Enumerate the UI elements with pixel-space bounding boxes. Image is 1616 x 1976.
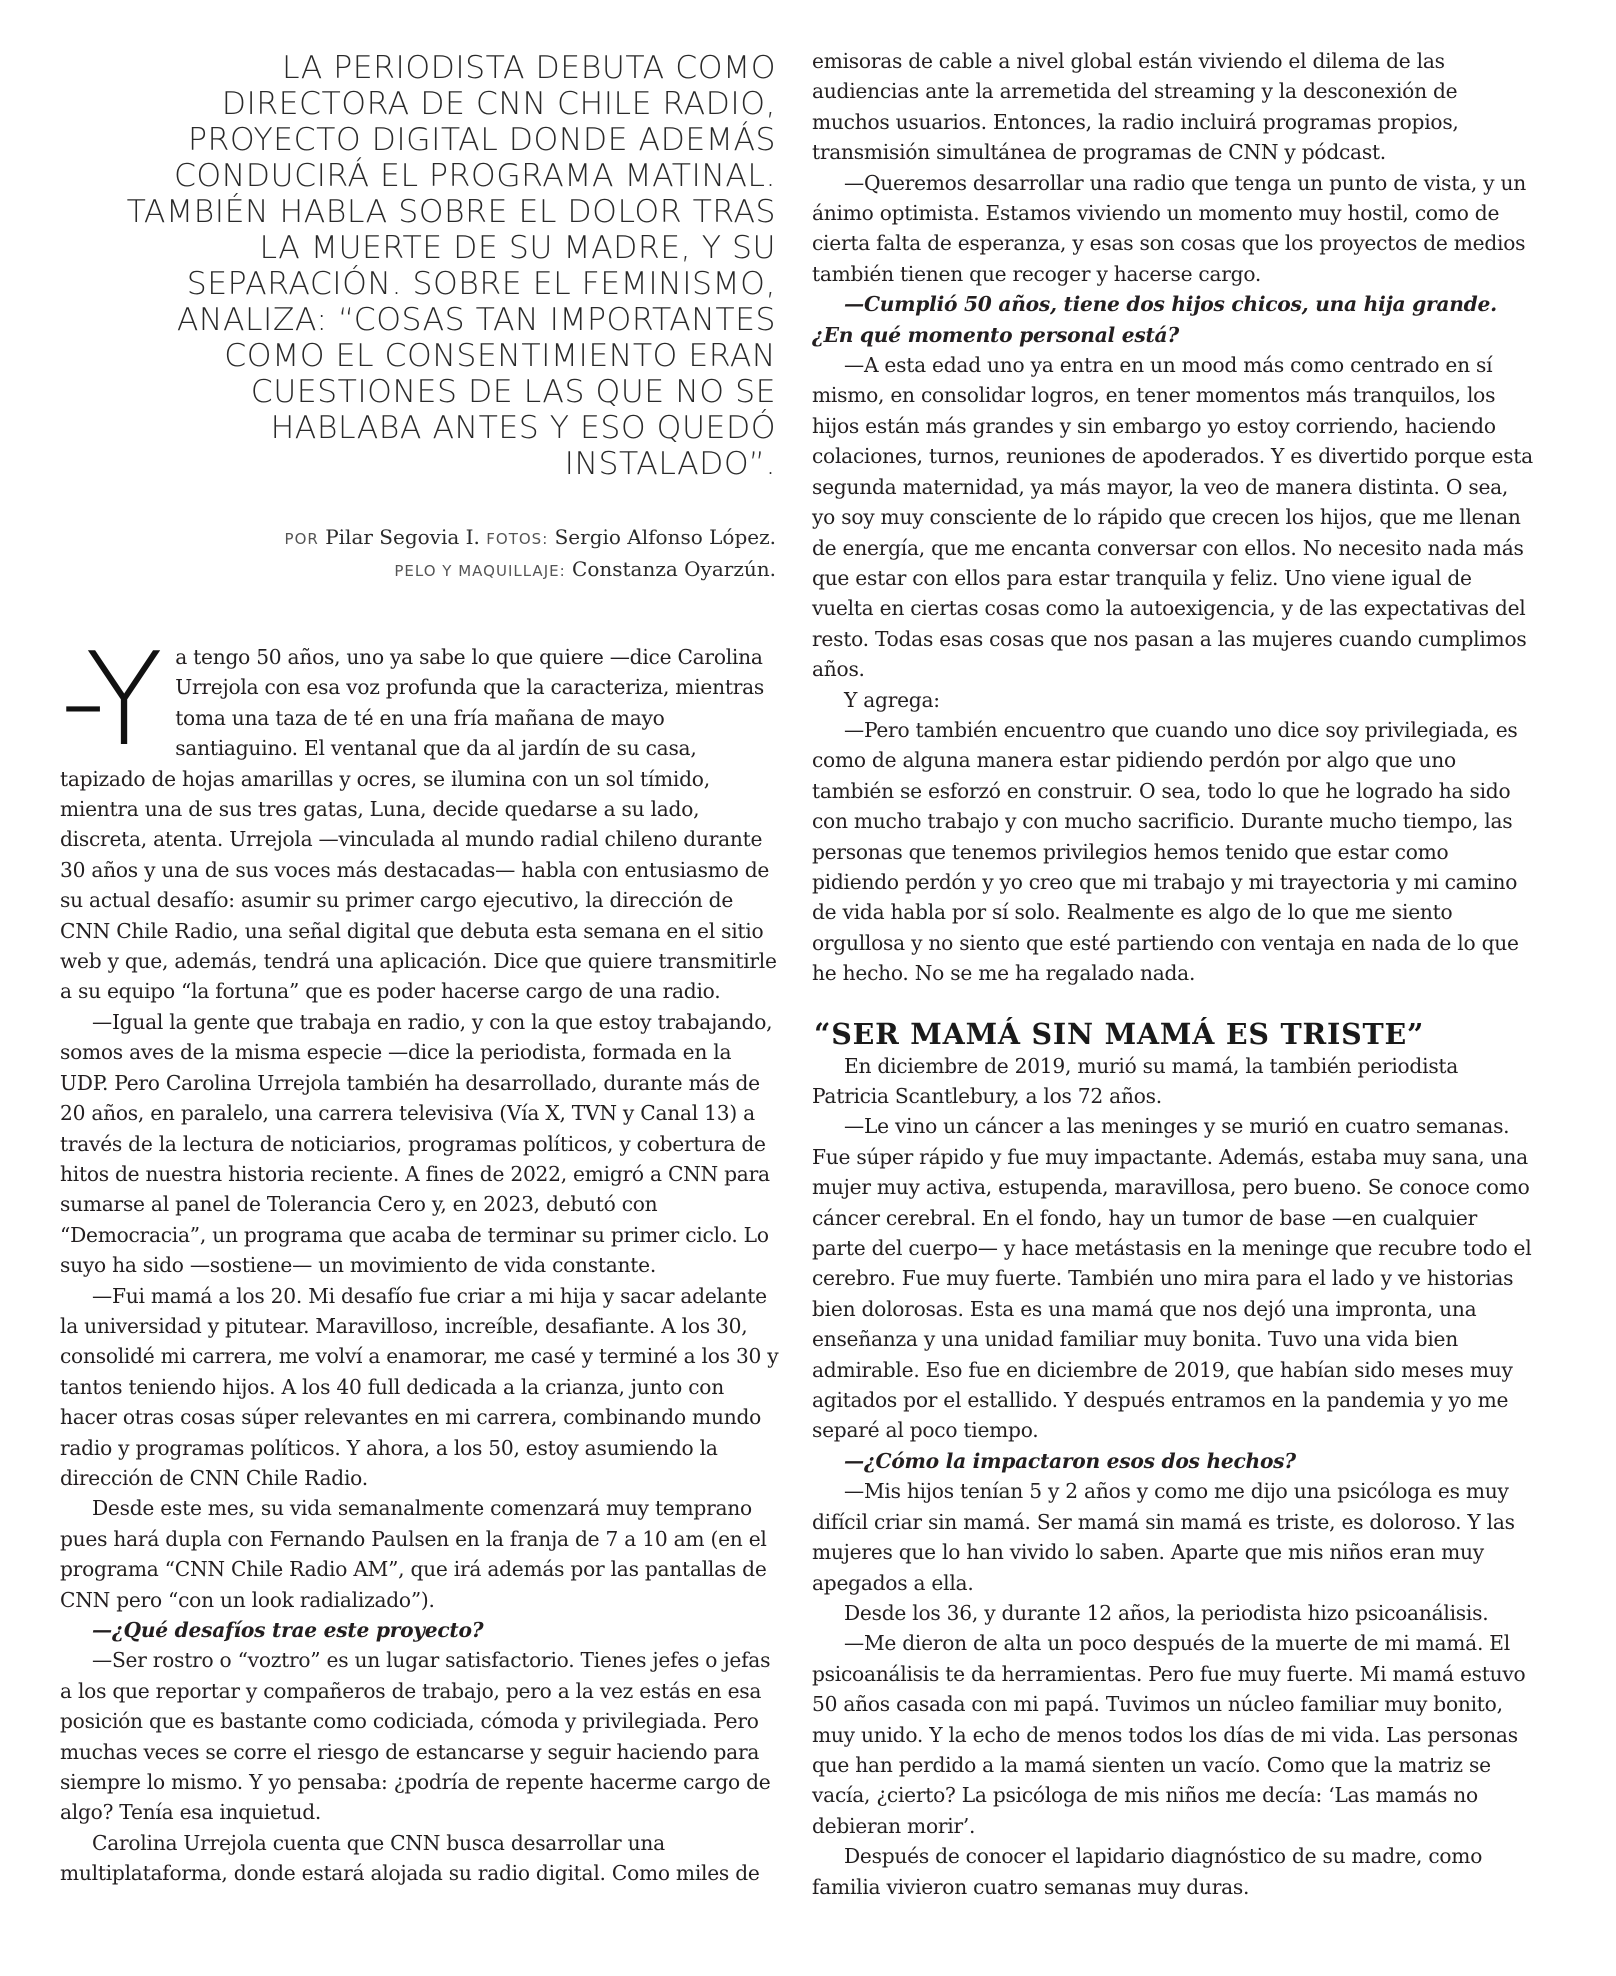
paragraph: —Igual la gente que trabaja en radio, y con la que estoy trabajando, somos aves de la misma especie —dice la periodista, formada en la UDP. Pero Carolina Urrejola también ha desarrollado, durante más de 20 años, en paralelo, una carrera televisiva (Vía X, TVN y Canal 13) a través de la lectura de noticiarios, programas políticos, y cobertura de hitos de nuestra historia reciente. A fines de 2022, emigró a CNN para sumarse al panel de Tolerancia Cero y, en 2023, debutó con “Democracia”, un programa que acaba de terminar su primer ciclo. Lo suyo ha sido —sostiene— un movimiento de vida constante.	[60, 1009, 773, 1278]
section-subhead: “SER MAMÁ SIN MAMÁ ES TRISTE”	[814, 1016, 1425, 1051]
byline	[60, 522, 776, 586]
paragraph: —Le vino un cáncer a las meninges y se murió en cuatro semanas. Fue súper rápido y fue muy impactante. Además, estaba muy sana, una mujer muy activa, estupenda, maravillosa, pero bueno. Se conoce como cáncer cerebral. En el fondo, hay un tumor de base —en cualquier parte del cuerpo— y hace metástasis en la meninge que recubre todo el cerebro. Fue muy fuerte. También uno mira para el lado y ve historias bien dolorosas. Esta es una mamá que nos dejó una impronta, una enseñanza y una unidad familiar muy bonita. Tuvo una vida bien admirable. Eso fue en diciembre de 2019, que habían sido meses muy agitados por el estallido. Y después entramos en la pandemia y yo me separé al poco tiempo.	[812, 1114, 1532, 1443]
paragraph: —Pero también encuentro que cuando uno dice soy privilegiada, es como de alguna manera estar pidiendo perdón por algo que uno también se esforzó en construir. O sea, todo lo que he logrado ha sido con mucho trabajo y con mucho sacrificio. Durante mucho tiempo, las personas que tenemos privilegios hemos tenido que estar como pidiendo perdón y yo creo que mi trabajo y mi trayectoria y mi camino de vida habla por sí solo. Realmente es algo de lo que me siento orgullosa y no siento que esté partiendo con ventaja en nada de lo que he hecho. No se me ha regalado nada.	[812, 717, 1519, 986]
makeup-label: PELO Y MAQUILLAJE:	[394, 562, 566, 580]
left-body	[60, 626, 780, 1889]
left-column	[60, 42, 780, 1889]
paragraph: —Fui mamá a los 20. Mi desafío fue criar a mi hija y sacar adelante la universidad y pitutear. Maravilloso, increíble, desafiante. A los 30, consolidé mi carrera, me volví a enamorar, me casé y terminé a los 30 y tantos teniendo hijos. A los 40 full dedicada a la crianza, junto con hacer otras cosas súper relevantes en mi carrera, combinando mundo radio y programas políticos. Y ahora, a los 50, estoy asumiendo la dirección de CNN Chile Radio.	[60, 1283, 779, 1490]
author-name: Pilar Segovia I.	[325, 525, 480, 549]
paragraph: —A esta edad uno ya entra en un mood más como centrado en sí mismo, en consolidar logros, en tener momentos más tranquilos, los hijos están más grandes y sin embargo yo estoy corriendo, haciendo colaciones, turnos, reuniones de apoderados. Y es divertido porque esta segunda maternidad, ya más mayor, la veo de manera distinta. O sea, yo soy muy consciente de lo rápido que crecen los hijos, que me llenan de energía, que me encanta conversar con ellos. No necesito nada más que estar con ellos para estar tranquila y feliz. Uno viene igual de vuelta en ciertas cosas como la autoexigencia, y de las expectativas del resto. Todas esas cosas que nos pasan a las mujeres cuando cumplimos años.	[812, 353, 1533, 682]
paragraph: —Ser rostro o “voztro” es un lugar satisfactorio. Tienes jefes o jefas a los que reportar y compañeros de trabajo, pero a la vez estás en esa posición que es bastante como codiciada, cómoda y privilegiada. Pero muchas veces se corre el riesgo de estancarse y seguir haciendo para siempre lo mismo. Y yo pensaba: ¿podría de repente hacerme cargo de algo? Tenía esa inquietud.	[60, 1648, 771, 1825]
paragraph: a tengo 50 años, uno ya sabe lo que quiere —dice Carolina Urrejola con esa voz profunda que la caracteriza, mientras toma una taza de té en una fría mañana de mayo santiaguino. El ventanal que da al jardín de su casa, tapizado de hojas amarillas y ocres, se ilumina con un sol tímido, mientra una de sus tres gatas, Luna, decide quedarse a su lado, discreta, atenta. Urrejola —vinculada al mundo radial chileno durante 30 años y una de sus voces más destacadas— habla con entusiasmo de su actual desafío: asumir su primer cargo ejecutivo, la dirección de CNN Chile Radio, una señal digital que debuta esta semana en el sitio web y que, además, tendrá una aplicación. Dice que quiere transmitirle a su equipo “la fortuna” que es poder hacerse cargo de una radio.	[60, 645, 777, 1004]
drop-cap: -Y	[60, 626, 158, 775]
right-body-section-2	[812, 1051, 1534, 1902]
makeup-name: Constanza Oyarzún.	[572, 557, 776, 581]
paragraph: Carolina Urrejola cuenta que CNN busca desarrollar una multiplataforma, donde estará alojada su radio digital. Como miles de	[60, 1830, 760, 1886]
byline-line-1	[60, 522, 776, 554]
paragraph: —Mis hijos tenían 5 y 2 años y como me dijo una psicóloga es muy difícil criar sin mamá. Ser mamá sin mamá es triste, es doloroso. Y las mujeres que lo han vivido lo saben. Aparte que mis niños eran muy apegados a ella.	[812, 1479, 1515, 1595]
author-label: POR	[284, 530, 319, 548]
paragraph: —Queremos desarrollar una radio que tenga un punto de vista, y un ánimo optimista. Estamos viviendo un momento muy hostil, como de cierta falta de esperanza, y esas son cosas que los proyectos de medios también tienen que recoger y hacerse cargo.	[812, 170, 1527, 286]
paragraph: Desde este mes, su vida semanalmente comenzará muy temprano pues hará dupla con Fernando Paulsen en la franja de 7 a 10 am (en el programa “CNN Chile Radio AM”, que irá además por las pantallas de CNN pero “con un look radializado”).	[60, 1496, 767, 1612]
paragraph: Después de conocer el lapidario diagnóstico de su madre, como familia vivieron cuatro semanas muy duras.	[812, 1844, 1483, 1899]
interview-question: —Cumplió 50 años, tiene dos hijos chicos, una hija grande. ¿En qué momento personal está?	[812, 292, 1497, 347]
byline-line-2	[60, 554, 776, 586]
photographer-name: Sergio Alfonso López.	[554, 525, 776, 549]
photo-label: FOTOS:	[486, 530, 549, 548]
interview-question: —¿Qué desafíos trae este proyecto?	[92, 1618, 484, 1642]
paragraph: —Me dieron de alta un poco después de la muerte de mi mamá. El psicoanálisis te da herramientas. Pero fue muy fuerte. Mi mamá estuvo 50 años casada con mi papá. Tuvimos un núcleo familiar muy bonito, muy unido. Y la echo de menos todos los días de mi vida. Las personas que han perdido a la mamá sienten un vacío. Como que la matriz se vacía, ¿cierto? La psicóloga de mis niños me decía: ‘Las mamás no debieran morir’.	[812, 1631, 1526, 1838]
paragraph: Y agrega:	[844, 687, 940, 712]
article-deck: LA PERIODISTA DEBUTA COMO DIRECTORA DE CNN CHILE RADIO, PROYECTO DIGITAL DONDE ADEMÁS CONDUCIRÁ EL PROGRAMA MATINAL. TAMBIÉN HABLA SOBRE EL DOLOR TRAS LA MUERTE DE SU MADRE, Y SU SEPARACIÓN. SOBRE EL FEMINISMO, ANALIZA: “COSAS TAN IMPORTANTES COMO EL CONSENTIMIENTO ERAN CUESTIONES DE LAS QUE NO SE HABLABA ANTES Y ESO QUEDÓ INSTALADO”.	[126, 50, 776, 482]
interview-question: —¿Cómo la impactaron esos dos hechos?	[844, 1448, 1296, 1473]
paragraph: En diciembre de 2019, murió su mamá, la también periodista Patricia Scantlebury, a los 72 años.	[812, 1053, 1459, 1108]
paragraph: Desde los 36, y durante 12 años, la periodista hizo psicoanálisis.	[844, 1600, 1489, 1625]
paragraph: emisoras de cable a nivel global están viviendo el dilema de las audiencias ante la arremetida del streaming y la desconexión de muchos usuarios. Entonces, la radio incluirá programas propios, transmisión simultánea de programas de CNN y pódcast.	[812, 49, 1459, 165]
right-column	[812, 46, 1534, 1902]
right-body	[812, 46, 1534, 989]
